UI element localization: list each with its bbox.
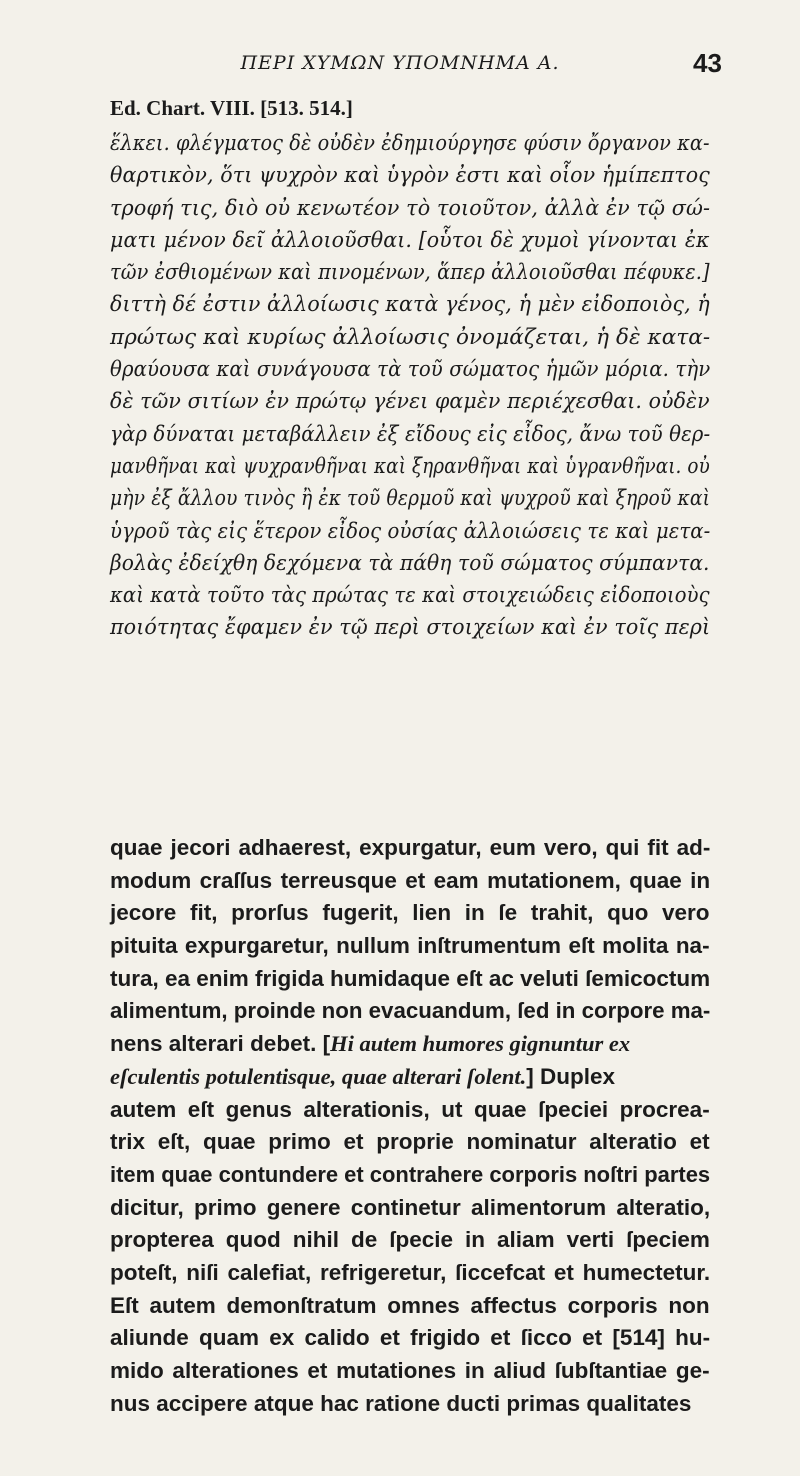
latin-line	[110, 832, 710, 865]
latin-segment: ] Duplex	[526, 1063, 616, 1089]
latin-segment: jecore fit, prorſus fugerit, lien in ſe trahit, quo vero	[110, 900, 710, 926]
greek-line: θραύουσα καὶ συνάγουσα τὰ τοῦ σώματος ἡμῶν μόρια. τὴν	[110, 357, 711, 383]
latin-line	[110, 963, 710, 996]
latin-segment: alimentum, proinde non evacuandum, ſed in corpore ma-	[110, 998, 711, 1024]
greek-line: θαρτικὸν, ὅτι ψυχρὸν καὶ ὑγρὸν ἐστι καὶ οἷον ἡμίπεπτος	[110, 163, 710, 189]
latin-segment: modum craſſus terreusque et eam mutationem, quae in	[110, 867, 711, 893]
latin-segment: tura, ea enim frigida humidaque eſt ac veluti ſemicoctum	[110, 965, 711, 991]
greek-line: διττὴ δέ ἐστιν ἀλλοίωσις κατὰ γένος, ἡ μὲν εἰδοποιὸς, ἡ	[110, 292, 710, 318]
running-head	[0, 48, 800, 88]
greek-line: ὑγροῦ τὰς εἰς ἕτερον εἶδος οὐσίας ἀλλοιώσεις τε καὶ μετα-	[110, 518, 711, 544]
greek-line: καὶ κατὰ τοῦτο τὰς πρώτας τε καὶ στοιχειώδεις εἰδοποιοὺς	[110, 583, 710, 609]
latin-segment: Eſt autem demonſtratum omnes affectus corporis non	[110, 1292, 710, 1318]
greek-line: βολὰς ἐδείχθη δεχόμενα τὰ πάθη τοῦ σώματος σύμπαντα.	[110, 550, 710, 576]
greek-line: μανθῆναι καὶ ψυχρανθῆναι καὶ ξηρανθῆναι καὶ ὑγρανθῆναι. οὐ	[110, 453, 710, 479]
latin-text-block	[110, 832, 710, 1420]
latin-line	[110, 1322, 710, 1355]
latin-segment: dicitur, primo genere continetur alimentorum alteratio,	[110, 1194, 711, 1220]
latin-line	[110, 1257, 710, 1290]
greek-line: ἕλκει. φλέγματος δὲ οὐδὲν ἐδημιούργησε φύσιν ὄργανον κα-	[110, 131, 710, 156]
greek-line: ποιότητας ἔφαμεν ἐν τῷ περὶ στοιχείων καὶ ἐν τοῖς περὶ	[110, 615, 711, 641]
latin-line	[110, 865, 710, 898]
latin-segment: aliunde quam ex calido et frigido et ſicco et [514] hu-	[110, 1325, 711, 1351]
greek-line: μὴν ἐξ ἄλλου τινὸς ἢ ἐκ τοῦ θερμοῦ καὶ ψυχροῦ καὶ ξηροῦ καὶ	[110, 486, 711, 512]
latin-line	[110, 1355, 710, 1388]
latin-italic-segment: Hi autem humores gignuntur ex	[330, 1031, 631, 1057]
latin-line	[110, 1290, 710, 1323]
latin-segment: propterea quod nihil de ſpecie in aliam verti ſpeciem	[110, 1227, 710, 1253]
latin-segment: pituita expurgaretur, nullum inſtrumentum eſt molita na-	[110, 933, 710, 959]
latin-line	[110, 1224, 710, 1257]
greek-line: γὰρ δύναται μεταβάλλειν ἐξ εἴδους εἰς εἶδος, ἄνω τοῦ θερ-	[110, 421, 711, 447]
latin-segment: nens alterari debet. [	[110, 1031, 331, 1057]
edition-reference: Ed. Chart. VIII. [513. 514.]	[110, 96, 353, 120]
latin-italic-segment: eſculentis potulentisque, quae alterari ſolent.	[110, 1063, 527, 1089]
latin-segment: trix eſt, quae primo et proprie nominatur alteratio et	[110, 1129, 710, 1155]
latin-line	[110, 1192, 710, 1225]
latin-line	[110, 1388, 710, 1421]
latin-line	[110, 1126, 710, 1159]
latin-line	[110, 1061, 710, 1094]
latin-segment: item quae contundere et contrahere corporis noſtri partes	[110, 1161, 711, 1187]
latin-line	[110, 1159, 711, 1192]
latin-segment: mido alterationes et mutationes in aliud ſubſtantiae ge-	[110, 1358, 710, 1383]
latin-line	[110, 897, 710, 930]
latin-segment: autem eſt genus alterationis, ut quae ſpeciei procrea-	[110, 1096, 710, 1122]
page-number: 43	[693, 48, 722, 78]
latin-segment: poteſt, niſi calefiat, refrigeretur, ſiccefcat et humectetur.	[110, 1259, 711, 1285]
latin-segment: nus accipere atque hac ratione ducti primas qualitates	[110, 1390, 692, 1416]
greek-line: ματι μένον δεῖ ἀλλοιοῦσθαι. [οὗτοι δὲ χυμοὶ γίνονται ἐκ	[110, 227, 710, 253]
greek-line: τῶν ἐσθιομένων καὶ πινομένων, ἅπερ ἀλλοιοῦσθαι πέφυκε.]	[110, 260, 710, 286]
greek-line: τροφή τις, διὸ οὐ κενωτέον τὸ τοιοῦτον, ἀλλὰ ἐν τῷ σώ-	[110, 195, 711, 221]
greek-line: δὲ τῶν σιτίων ἐν πρώτῳ γένει φαμὲν περιέχεσθαι. οὐδὲν	[110, 389, 710, 415]
latin-line	[110, 930, 710, 963]
greek-line: πρώτως καὶ κυρίως ἀλλοίωσις ὀνομάζεται, ἡ δὲ κατα-	[110, 324, 711, 350]
latin-line	[110, 1028, 710, 1061]
latin-segment: quae jecori adhaerest, expurgatur, eum vero, qui fit ad-	[110, 835, 711, 860]
running-title: ΠΕΡΙ ΧΥΜΩΝ ΥΠΟΜΝΗΜΑ Α.	[240, 52, 560, 74]
latin-line	[110, 1094, 710, 1127]
latin-line	[110, 995, 711, 1028]
greek-text-block	[110, 128, 710, 645]
